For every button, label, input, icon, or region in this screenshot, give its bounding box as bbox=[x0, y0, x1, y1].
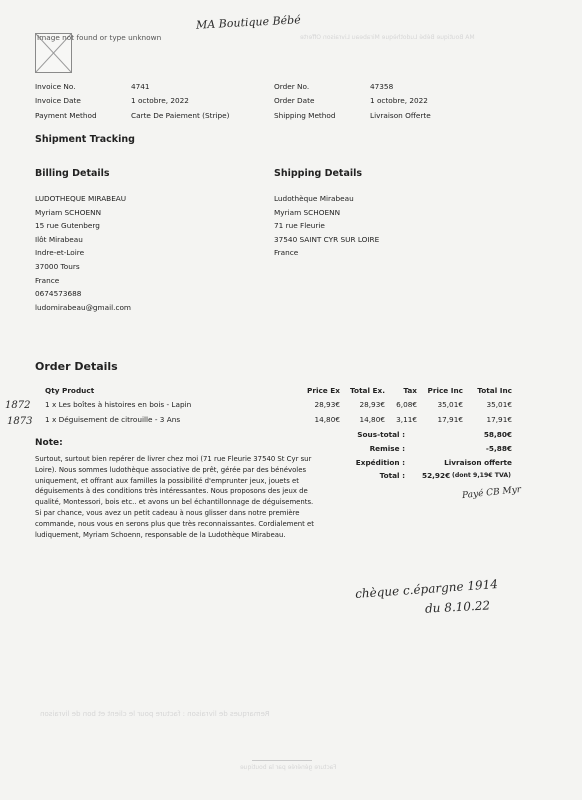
table-row-tax: 6,08€ bbox=[396, 400, 417, 409]
table-row-price-inc: 17,91€ bbox=[437, 415, 463, 424]
handwritten-date-note: du 8.10.22 bbox=[424, 598, 491, 616]
total-label: Total : bbox=[379, 471, 405, 480]
bleed-through-footer-mark bbox=[252, 760, 312, 769]
table-row-tax: 3,11€ bbox=[396, 415, 417, 424]
shipment-tracking-heading: Shipment Tracking bbox=[35, 134, 135, 145]
shipping-heading: Shipping Details bbox=[274, 168, 363, 179]
invoice-no-label: Invoice No. bbox=[35, 82, 76, 91]
handwritten-paid-note: Payé CB Myr bbox=[461, 484, 522, 502]
subtotal-value: 58,80€ bbox=[483, 430, 512, 439]
billing-phone: 0674573688 bbox=[35, 289, 82, 299]
payment-method-label: Payment Method bbox=[35, 111, 97, 120]
discount-label: Remise : bbox=[369, 444, 405, 453]
handwritten-row-code: 1873 bbox=[7, 416, 33, 427]
table-row-total-ex: 28,93€ bbox=[359, 400, 385, 409]
shipping-line: 37540 SAINT CYR SUR LOIRE bbox=[274, 234, 380, 244]
order-date-label: Order Date bbox=[274, 96, 315, 105]
billing-heading: Billing Details bbox=[35, 168, 110, 179]
shipping-label: Expédition : bbox=[355, 458, 405, 467]
table-row-total-ex: 14,80€ bbox=[359, 415, 385, 424]
image-alt-text: Image not found or type unknown bbox=[37, 33, 162, 42]
billing-line: Indre-et-Loire bbox=[35, 248, 85, 258]
bleed-through-text-bottom: Facture générée par la boutique bbox=[240, 764, 337, 771]
order-no-value: 47358 bbox=[370, 82, 394, 91]
col-price-ex: Price Ex bbox=[307, 386, 340, 395]
order-date-value: 1 octobre, 2022 bbox=[370, 96, 428, 105]
shipping-line: France bbox=[274, 248, 299, 258]
total-vat-note: (dont 9,19€ TVA) bbox=[452, 472, 511, 479]
invoice-date-label: Invoice Date bbox=[35, 96, 81, 105]
total-value: 52,92€ bbox=[422, 471, 451, 480]
subtotal-label: Sous-total : bbox=[357, 430, 405, 439]
table-row-product: 1 x Les boîtes à histoires en bois - Lapin bbox=[45, 400, 192, 409]
table-row-price-ex: 14,80€ bbox=[314, 415, 340, 424]
handwritten-shop-name: MA Boutique Bébé bbox=[195, 13, 301, 32]
col-tax: Tax bbox=[403, 386, 417, 395]
billing-line: France bbox=[35, 275, 60, 285]
shipping-line: 71 rue Fleurie bbox=[274, 221, 325, 231]
note-heading: Note: bbox=[35, 438, 63, 448]
shipping-method-label: Shipping Method bbox=[274, 111, 336, 120]
shipping-method-value: Livraison Offerte bbox=[370, 111, 431, 120]
table-row-price-inc: 35,01€ bbox=[437, 400, 463, 409]
table-row-price-ex: 28,93€ bbox=[314, 400, 340, 409]
order-details-heading: Order Details bbox=[35, 360, 118, 373]
table-row-total-inc: 35,01€ bbox=[486, 400, 512, 409]
shipping-address bbox=[274, 192, 379, 260]
shipping-value: Livraison offerte bbox=[444, 458, 512, 467]
payment-method-value: Carte De Paiement (Stripe) bbox=[131, 111, 230, 120]
billing-line: Myriam SCHOENN bbox=[35, 207, 102, 217]
billing-address bbox=[35, 192, 131, 314]
shipping-line: Ludothèque Mirabeau bbox=[274, 194, 354, 203]
col-qty-product: Qty Product bbox=[45, 386, 95, 395]
shipping-line: Myriam SCHOENN bbox=[274, 207, 341, 217]
invoice-date-value: 1 octobre, 2022 bbox=[131, 96, 189, 105]
billing-line: Ilôt Mirabeau bbox=[35, 234, 83, 244]
table-row-total-inc: 17,91€ bbox=[486, 415, 512, 424]
table-row-product: 1 x Déguisement de citrouille - 3 Ans bbox=[45, 415, 181, 424]
bleed-through-text-mid: Remarques de livraison : facture pour le client et bon de livraison bbox=[40, 710, 270, 718]
col-price-inc: Price Inc bbox=[427, 386, 463, 395]
billing-line: 15 rue Gutenberg bbox=[35, 221, 100, 231]
billing-email: ludomirabeau@gmail.com bbox=[35, 302, 132, 312]
order-no-label: Order No. bbox=[274, 82, 310, 91]
handwritten-cheque-note: chèque c.épargne 1914 bbox=[354, 577, 499, 601]
billing-line: 37000 Tours bbox=[35, 261, 80, 271]
billing-line: LUDOTHEQUE MIRABEAU bbox=[35, 194, 127, 203]
col-total-inc: Total Inc bbox=[477, 386, 512, 395]
handwritten-row-code: 1872 bbox=[5, 400, 31, 411]
col-total-ex: Total Ex. bbox=[350, 386, 385, 395]
customer-note: Surtout, surtout bien repérer de livrer chez moi (71 rue Fleurie 37540 St Cyr sur Loire). Nous sommes ludothèque associative de prêt, gérée par des bénévoles uniquement, et offrant aux familles la possibilité d'emprunter jeux, jouets et déguisements à des conditions très intéressantes. Nous proposons des jeux de qualité, Montessori, bois etc.. et avons un bel échantillonnage de déguisements. Si par chance, vous avez un petit cadeau à nous glisser dans notre première commande, nous vous en serons plus que très reconnaissantes. Cordialement et ludiquement, Myriam Schoenn, responsable de la Ludothèque Mirabeau. bbox=[35, 455, 314, 539]
bleed-through-text-top: MA Boutique Bébé Ludothèque Mirabeau Livraison Offerte bbox=[300, 34, 475, 41]
discount-value: -5,88€ bbox=[485, 444, 512, 453]
invoice-no-value: 4741 bbox=[131, 82, 150, 91]
